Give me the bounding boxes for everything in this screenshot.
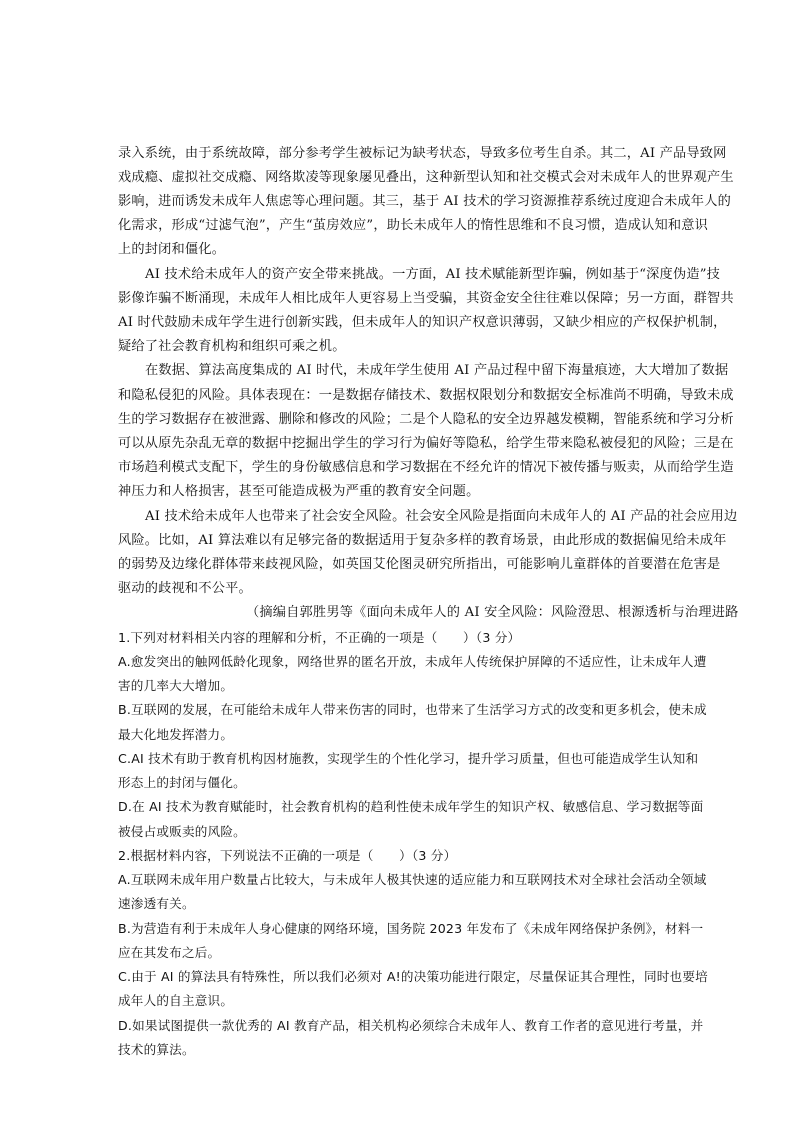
passage-line: 生的学习数据存在被泄露、删除和修改的风险；二是个人隐私的安全边界越发模糊，智能系统和学习分析 [118, 412, 734, 427]
passage-line: 影像诈骗不断涌现，未成年人相比成年人更容易上当受骗，其资金安全往往难以保障；另一方面，群智共 [118, 291, 734, 306]
option-b: B.互联网的发展，在可能给未成年人带来伤害的同时，也带来了生活学习方式的改变和更多机会，使未成 [118, 702, 707, 717]
passage-line: 在数据、算法高度集成的 AI 时代，未成年学生使用 AI 产品过程中留下海量痕迹，大大增加了数据 [145, 363, 729, 378]
passage-line: 上的封闭和僵化。 [118, 242, 226, 257]
question-stem: 1.下列对材料相关内容的理解和分析，不正确的一项是（ ）（3 分） [118, 630, 521, 645]
passage-line: 录入系统，由于系统故障，部分参考学生被标记为缺考状态，导致多位考生自杀。其二，AI 产品导致网 [118, 146, 727, 161]
option-a: A.互联网未成年用户数量占比较大，与未成年人极其快速的适应能力和互联网技术对全球社会活动全领域 [118, 872, 707, 887]
option-d-cont: 技术的算法。 [118, 1042, 195, 1057]
passage-line: 影响，进而诱发未成年人焦虑等心理问题。其三，基于 AI 技术的学习资源推荐系统过度迎合未成年人的 [118, 194, 731, 209]
option-c-cont: 成年人的自主意识。 [118, 993, 234, 1008]
option-a: A.愈发突出的触网低龄化现象，网络世界的匿名开放，未成年人传统保护屏障的不适应性，让未成年人遭 [118, 654, 707, 669]
option-c-cont: 形态上的封闭与僵化。 [118, 775, 246, 790]
option-d: D.在 AI 技术为教育赋能时，社会教育机构的趋利性使未成年学生的知识产权、敏感信息、学习数据等面 [118, 799, 704, 814]
passage-line: 可以从原先杂乱无章的数据中挖掘出学生的学习行为偏好等隐私，给学生带来隐私被侵犯的风险；三是在 [118, 436, 734, 451]
passage-line: 神压力和人格损害，甚至可能造成极为严重的教育安全问题。 [118, 484, 480, 499]
option-b-cont: 应在其发布之后。 [118, 945, 221, 960]
option-d-cont: 被侵占或贩卖的风险。 [118, 824, 246, 839]
option-b: B.为营造有利于未成年人身心健康的网络环境，国务院 2023 年发布了《未成年网络保护条例》，材料一 [118, 921, 704, 936]
passage-line: AI 时代鼓励未成年学生进行创新实践，但未成年人的知识产权意识薄弱，又缺少相应的产权保护机制， [118, 315, 727, 330]
passage-line: 市场趋利模式支配下，学生的身份敏感信息和学习数据在不经允许的情况下被传播与贩卖，从而给学生造 [118, 460, 734, 475]
passage-line: 的弱势及边缘化群体带来歧视风险，如英国艾伦图灵研究所指出，可能影响儿童群体的首要潜在危害是 [118, 557, 721, 572]
passage-line: 戏成瘾、虚拟社交成瘾、网络欺凌等现象屡见叠出，这种新型认知和社交模式会对未成年人的世界观产生 [118, 170, 734, 185]
option-c: C.由于 AI 的算法具有特殊性，所以我们必须对 A!的决策功能进行限定，尽量保证其合理性，同时也要培 [118, 969, 708, 984]
option-c: C.AI 技术有助于教育机构因材施教，实现学生的个性化学习，提升学习质量，但也可能造成学生认知和 [118, 751, 699, 766]
option-d: D.如果试图提供一款优秀的 AI 教育产品，相关机构必须综合未成年人、教育工作者的意见进行考量，并 [118, 1018, 704, 1033]
option-a-cont: 害的几率大大增加。 [118, 678, 234, 693]
passage-line: AI 技术给未成年人的资产安全带来挑战。一方面，AI 技术赋能新型诈骗，例如基于“深度伪造”技 [145, 267, 721, 282]
source-citation: （摘编自郭胜男等《面向未成年人的 AI 安全风险：风险澄思、根源透析与治理进路 [246, 605, 739, 620]
passage-line: 风险。比如，AI 算法难以有足够完备的数据适用于复杂多样的教育场景，由此形成的数据偏见给未成年 [118, 533, 727, 548]
option-b-cont: 最大化地发挥潜力。 [118, 727, 234, 742]
passage-line: 和隐私侵犯的风险。具体表现在：一是数据存储技术、数据权限划分和数据安全标准尚不明确，导致未成 [118, 388, 734, 403]
question-stem: 2.根据材料内容，下列说法不正确的一项是（ ）（3 分） [118, 848, 457, 863]
passage-line: AI 技术给未成年人也带来了社会安全风险。社会安全风险是指面向未成年人的 AI 产品的社会应用边 [145, 509, 738, 524]
passage-line: 疑给了社会教育机构和组织可乘之机。 [118, 339, 346, 354]
passage-line: 驱动的歧视和不公平。 [118, 581, 252, 596]
option-a-cont: 速渗透有关。 [118, 896, 195, 911]
passage-line: 化需求，形成“过滤气泡”，产生“茧房效应”，助长未成年人的惰性思维和不良习惯，造成认知和意识 [118, 218, 709, 233]
